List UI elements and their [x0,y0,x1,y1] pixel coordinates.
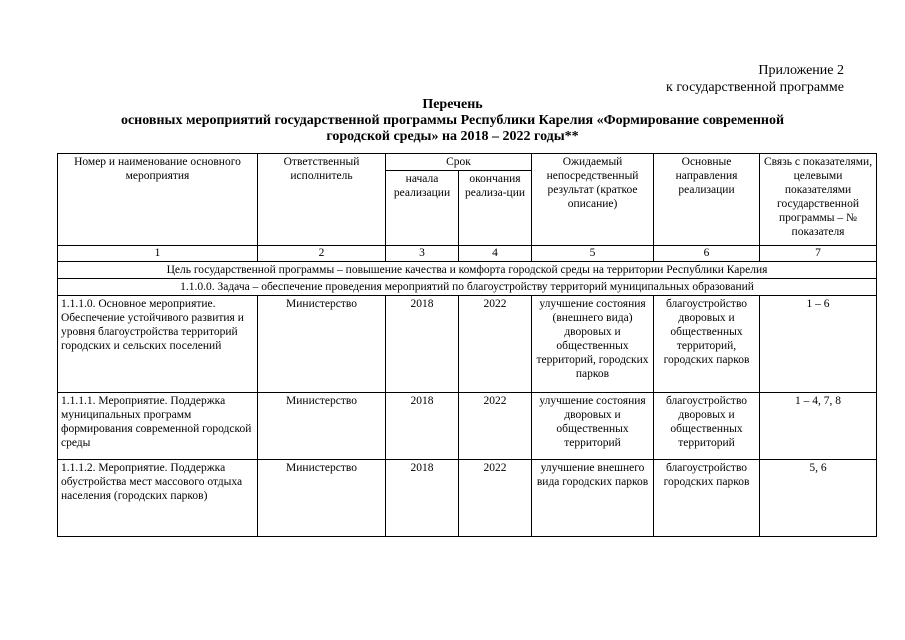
activity-directions: благоустройство дворовых и общественных территорий, городских парков [654,296,760,393]
activity-end: 2022 [459,393,532,460]
title-line-2: основных мероприятий государственной программы Республики Карелия «Формирование современной [120,113,785,128]
appendix-line-2: к государственной программе [666,80,844,95]
document-title [40,97,865,145]
activity-indicators: 5, 6 [760,460,877,537]
column-number: 6 [654,246,760,262]
activity-executor: Министерство [258,393,386,460]
activity-name: 1.1.1.1. Мероприятие. Поддержка муниципальных программ формирования современной городской среды [58,393,258,460]
activity-start: 2018 [386,460,459,537]
task-text: 1.1.0.0. Задача – обеспечение проведения мероприятий по благоустройству территорий муниципальных образований [58,279,877,296]
activity-start: 2018 [386,393,459,460]
activity-executor: Министерство [258,460,386,537]
title-line-3: городской среды» на 2018 – 2022 годы** [326,129,579,144]
activity-indicators: 1 – 6 [760,296,877,393]
header-term-end: окончания реализа-ции [459,171,532,246]
header-executor: Ответственный исполнитель [258,154,386,246]
table-row [58,296,877,393]
activity-end: 2022 [459,296,532,393]
header-directions: Основные направления реализации [654,154,760,246]
header-term: Срок [386,154,532,171]
column-number: 1 [58,246,258,262]
column-number: 2 [258,246,386,262]
activity-name: 1.1.1.2. Мероприятие. Поддержка обустройства мест массового отдыха населения (городских парков) [58,460,258,537]
activity-name: 1.1.1.0. Основное мероприятие. Обеспечение устойчивого развития и уровня благоустройства территорий городских и сельских поселений [58,296,258,393]
appendix-line-1: Приложение 2 [758,63,844,78]
activity-start: 2018 [386,296,459,393]
column-number: 4 [459,246,532,262]
activity-directions: благоустройство дворовых и общественных территорий [654,393,760,460]
column-number: 3 [386,246,459,262]
activity-indicators: 1 – 4, 7, 8 [760,393,877,460]
header-number-name: Номер и наименование основного мероприятия [58,154,258,246]
activity-directions: благоустройство городских парков [654,460,760,537]
goal-text: Цель государственной программы – повышение качества и комфорта городской среды на территории Республики Карелия [58,262,877,279]
column-number: 5 [532,246,654,262]
task-row [58,279,877,296]
column-number: 7 [760,246,877,262]
activity-result: улучшение внешнего вида городских парков [532,460,654,537]
activities-table [57,153,877,537]
activity-result: улучшение состояния дворовых и общественных территорий [532,393,654,460]
column-numbers-row [58,246,877,262]
header-result: Ожидаемый непосредственный результат (краткое описание) [532,154,654,246]
activity-executor: Министерство [258,296,386,393]
activity-result: улучшение состояния (внешнего вида) дворовых и общественных территорий, городских парков [532,296,654,393]
goal-row [58,262,877,279]
header-term-start: начала реализации [386,171,459,246]
title-line-1: Перечень [422,97,483,112]
table-row [58,460,877,537]
activity-end: 2022 [459,460,532,537]
header-row [58,154,877,171]
header-indicators: Связь с показателями, целевыми показателями государственной программы – № показателя [760,154,877,246]
table-row [58,393,877,460]
appendix-caption [666,62,844,96]
